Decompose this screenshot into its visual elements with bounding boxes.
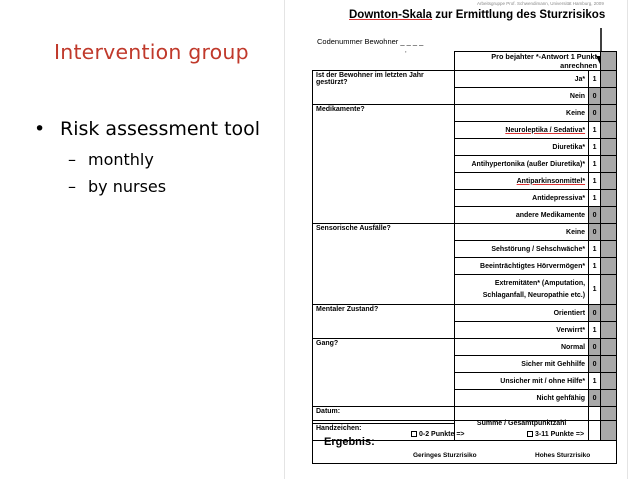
table-row xyxy=(313,305,617,322)
points: 0 xyxy=(589,224,601,241)
bullet-text: Risk assessment tool xyxy=(60,118,261,140)
checkbox-cell[interactable] xyxy=(601,190,617,207)
checkbox-cell[interactable] xyxy=(601,373,617,390)
points: 1 xyxy=(589,139,601,156)
points: 1 xyxy=(589,241,601,258)
answer: Keine xyxy=(455,105,589,122)
form-title-scale: Downton-Skala xyxy=(349,9,433,21)
sub-bullet-text: monthly xyxy=(88,150,154,169)
checkbox-cell[interactable] xyxy=(601,322,617,339)
answer-text: Antiparkinsonmittel* xyxy=(516,177,586,185)
answer: Sehstörung / Sehschwäche* xyxy=(455,241,589,258)
date-label[interactable]: Datum: xyxy=(313,407,455,424)
answer-line: Extremitäten* (Amputation, xyxy=(494,279,586,287)
answer: Diuretika* xyxy=(455,139,589,156)
points: 1 xyxy=(589,71,601,88)
checkbox-icon[interactable] xyxy=(411,431,417,437)
answer: Orientiert xyxy=(455,305,589,322)
checkbox-cell[interactable] xyxy=(601,258,617,275)
checkbox-cell[interactable] xyxy=(601,88,617,105)
checkbox-cell[interactable] xyxy=(601,356,617,373)
checkbox-cell[interactable] xyxy=(601,275,617,305)
checkbox-cell[interactable] xyxy=(601,105,617,122)
result-box xyxy=(312,420,617,464)
question-falls: Ist der Bewohner im letzten Jahr gestürzt? xyxy=(313,71,455,105)
form-title xyxy=(349,9,605,21)
checkbox-cell[interactable] xyxy=(601,241,617,258)
question-gait: Gang? xyxy=(313,339,455,407)
header-empty xyxy=(313,52,455,71)
downton-scale-form xyxy=(284,0,628,479)
high-risk-text: Hohes Sturzrisiko xyxy=(535,452,591,459)
checkbox-cell[interactable] xyxy=(601,139,617,156)
answer-text: Neuroleptika / Sedativa* xyxy=(505,126,586,134)
points: 0 xyxy=(589,305,601,322)
form-title-rest: zur Ermittlung des Sturzrisikos xyxy=(432,9,606,21)
low-risk-option[interactable] xyxy=(411,431,465,438)
small-mark: , xyxy=(405,48,407,54)
points: 0 xyxy=(589,356,601,373)
checkbox-cell[interactable] xyxy=(601,224,617,241)
low-risk-range: 0-2 Punkte => xyxy=(419,431,465,438)
question-mental: Mentaler Zustand? xyxy=(313,305,455,339)
answer-line: Schlaganfall, Neuropathie etc.) xyxy=(482,291,586,299)
table-header-row xyxy=(313,52,617,71)
sub-bullet-dash: – xyxy=(68,150,76,169)
answer: Unsicher mit / ohne Hilfe* xyxy=(455,373,589,390)
bullet-dot: • xyxy=(34,118,46,140)
question-sensory: Sensorische Ausfälle? xyxy=(313,224,455,305)
sub-bullet-monthly xyxy=(68,150,154,169)
answer: Verwirrt* xyxy=(455,322,589,339)
points: 0 xyxy=(589,207,601,224)
form-copyright: Arbeitsgruppe Prof. Schwendimann, Universität Hamburg, 2009 xyxy=(477,1,604,6)
answer: andere Medikamente xyxy=(455,207,589,224)
table-row xyxy=(313,105,617,122)
points: 1 xyxy=(589,173,601,190)
checkbox-cell[interactable] xyxy=(601,173,617,190)
points: 1 xyxy=(589,190,601,207)
points: 0 xyxy=(589,390,601,407)
resident-code-label: Codenummer Bewohner _ _ _ _ xyxy=(317,37,424,46)
answer xyxy=(455,275,589,305)
result-label: Ergebnis: xyxy=(324,436,375,448)
total-score-label: Summe / Gesamtpunktzahl xyxy=(455,407,589,441)
answer: Nicht gehfähig xyxy=(455,390,589,407)
answer: Antidepressiva* xyxy=(455,190,589,207)
answer: Normal xyxy=(455,339,589,356)
checkbox-cell[interactable] xyxy=(601,390,617,407)
low-risk-text: Geringes Sturzrisiko xyxy=(413,452,477,459)
high-risk-option[interactable] xyxy=(527,431,584,438)
table-row xyxy=(313,224,617,241)
answer: Sicher mit Gehhilfe xyxy=(455,356,589,373)
answer xyxy=(455,122,589,139)
table-row xyxy=(313,71,617,88)
answer: Nein xyxy=(455,88,589,105)
sub-bullet-by-nurses xyxy=(68,177,166,196)
points: 1 xyxy=(589,156,601,173)
checkbox-cell[interactable] xyxy=(601,156,617,173)
slide-title: Intervention group xyxy=(54,40,249,64)
points: 1 xyxy=(589,122,601,139)
points: 1 xyxy=(589,275,601,305)
answer: Beeinträchtigtes Hörvermögen* xyxy=(455,258,589,275)
points: 0 xyxy=(589,88,601,105)
answer xyxy=(455,173,589,190)
points: 1 xyxy=(589,373,601,390)
sub-bullet-dash: – xyxy=(68,177,76,196)
checkbox-cell[interactable] xyxy=(601,305,617,322)
points: 0 xyxy=(589,339,601,356)
checkbox-icon[interactable] xyxy=(527,431,533,437)
scoring-instruction: Pro bejahter *-Antwort 1 Punkt anrechnen xyxy=(455,52,601,71)
bullet-risk-assessment xyxy=(34,118,260,140)
checkbox-cell[interactable] xyxy=(601,122,617,139)
sub-bullet-text: by nurses xyxy=(88,177,167,196)
signature-label[interactable]: Handzeichen: xyxy=(313,424,455,441)
high-risk-range: 3-11 Punkte => xyxy=(535,431,585,438)
points: 1 xyxy=(589,258,601,275)
grey-column xyxy=(601,52,617,71)
points: 1 xyxy=(589,322,601,339)
points: 0 xyxy=(589,105,601,122)
checkbox-cell[interactable] xyxy=(601,207,617,224)
answer: Keine xyxy=(455,224,589,241)
checkbox-cell[interactable] xyxy=(601,339,617,356)
checkbox-cell[interactable] xyxy=(601,71,617,88)
answer: Antihypertonika (außer Diuretika)* xyxy=(455,156,589,173)
risk-score-table xyxy=(312,51,617,441)
question-medication: Medikamente? xyxy=(313,105,455,224)
answer: Ja* xyxy=(455,71,589,88)
table-row xyxy=(313,339,617,356)
